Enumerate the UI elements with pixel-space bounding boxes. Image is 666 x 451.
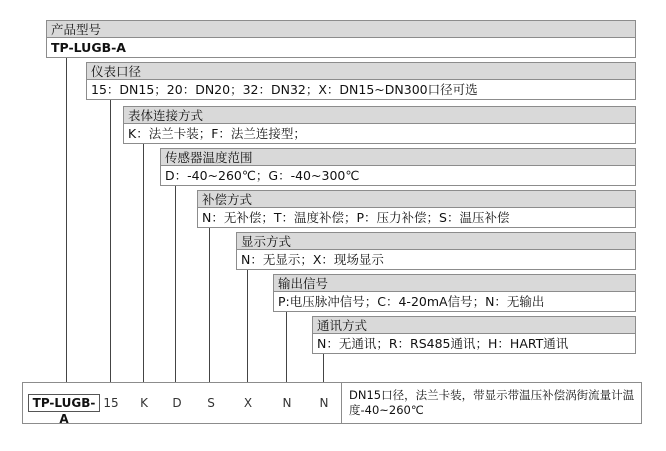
example-code-compensation: S: [207, 396, 215, 410]
connector-line-compensation: [209, 228, 210, 382]
example-code-communication: N: [319, 396, 329, 410]
connector-line-connection: [143, 144, 144, 382]
caliber-value: 15：DN15；20：DN20；32：DN32；X：DN15~DN300口径可选: [86, 80, 636, 100]
connector-line-output: [286, 312, 287, 382]
temperature-header: 传感器温度范围: [160, 148, 636, 166]
product-model-header: 产品型号: [46, 20, 636, 38]
communication-value: N：无通讯；R：RS485通讯；H：HART通讯: [312, 334, 636, 354]
connector-line-display: [247, 270, 248, 382]
output-header: 输出信号: [273, 274, 636, 292]
example-code-caliber: 15: [103, 396, 119, 410]
example-description: DN15口径，法兰卡装，带显示带温压补偿涡街流量计温度-40~260℃: [349, 388, 635, 417]
connector-line-temperature: [175, 186, 176, 382]
example-code-display: X: [243, 396, 253, 410]
example-separator: [341, 383, 342, 423]
output-value: P:电压脉冲信号；C：4-20mA信号；N：无输出: [273, 292, 636, 312]
connector-line-caliber: [110, 100, 111, 382]
compensation-header: 补偿方式: [197, 190, 636, 208]
display-header: 显示方式: [236, 232, 636, 250]
example-code-output: N: [282, 396, 292, 410]
connector-line-model: [66, 58, 67, 382]
compensation-value: N：无补偿；T：温度补偿；P：压力补偿；S：温压补偿: [197, 208, 636, 228]
connection-value: K：法兰卡装；F：法兰连接型；: [123, 124, 636, 144]
connector-line-communication: [323, 354, 324, 382]
example-model: TP-LUGB-A: [28, 394, 100, 412]
example-code-temperature: D: [172, 396, 182, 410]
product-model-value: TP-LUGB-A: [46, 38, 636, 58]
connection-header: 表体连接方式: [123, 106, 636, 124]
caliber-header: 仪表口径: [86, 62, 636, 80]
example-row: [22, 382, 642, 424]
example-code-connection: K: [140, 396, 148, 410]
temperature-value: D：-40~260℃；G：-40~300℃: [160, 166, 636, 186]
communication-header: 通讯方式: [312, 316, 636, 334]
display-value: N：无显示；X：现场显示: [236, 250, 636, 270]
